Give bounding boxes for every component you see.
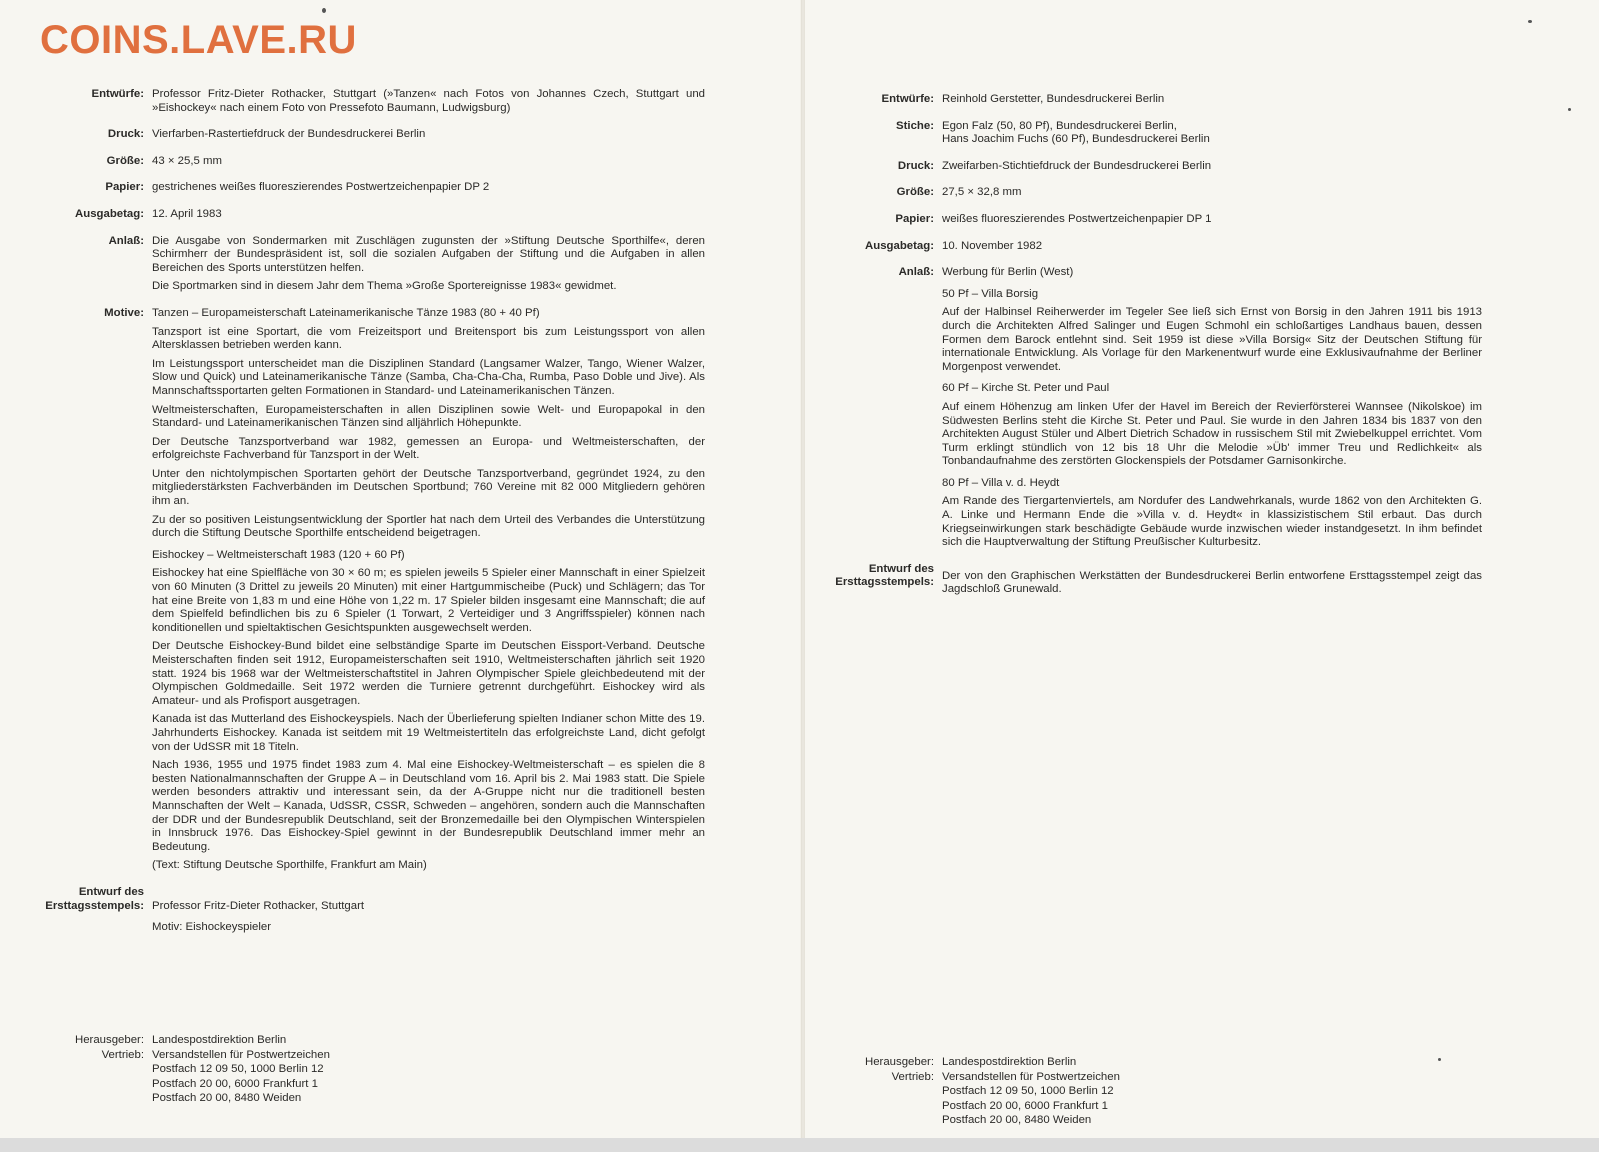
kirche-text: Auf einem Höhenzug am linken Ufer der Havel im Bereich der Revierförsterei Wannsee (Nikolskoe) im Südwesten Berlins steht die Kirche St. Peter und Paul. Sie wurde in den Jahren 1834 bis 1837 von den Architekten August Stüler und Albert Dietrich Schadow in russischem Stil mit Zwiebelkuppel errichtet. Vom Turm erklingt stündlich von 12 bis 18 Uhr die Melodie »Üb' immer Treu und Redlichkeit« als Tonbandaufnahme des zerstörten Glockenspiels der Potsdamer Garnisonkirche. (942, 400, 1482, 468)
tanzen-title: Tanzen – Europameisterschaft Lateinamerikanische Tänze 1983 (80 + 40 Pf) (152, 306, 540, 319)
papier-text: weißes fluoreszierendes Postwertzeichenpapier DP 1 (942, 212, 1212, 225)
eishockey-paragraph: Eishockey hat eine Spielfläche von 30 × 60 m; es spielen jeweils 5 Spieler einer Mannschaft in einer Spielzeit von 60 Minuten (3 Drittel zu jeweils 20 Minuten) mit einer Hartgummischeibe (Puck) und Schlägern; das Tor hat eine Breite von 1,83 m und eine Höhe von 1,22 m. 17 Spieler bilden insgesamt eine Mannschaft; die auf dem Spielfeld befindlichen bis zu 6 Spieler (1 Torwart, 2 Verteidiger und 3 Angriffsspieler) können nach konditionellen und spieltaktischen Gesichtspunkten ausgewechselt werden. (152, 567, 705, 634)
papier-row (40, 181, 705, 200)
tanzen-paragraph: Der Deutsche Tanzsportverband war 1982, gemessen an Europa- und Weltmeisterschaften, der erfolgreichste Fachverband für Tanzsport in der Welt. (152, 435, 705, 462)
kirche-title: 60 Pf – Kirche St. Peter und Paul (942, 382, 1110, 395)
anlass-label: Anlaß: (108, 234, 144, 247)
stiche-line: Hans Joachim Fuchs (60 Pf), Bundesdruckerei Berlin (942, 133, 1210, 146)
borsig-title: 50 Pf – Villa Borsig (942, 287, 1039, 300)
address-line: Postfach 20 00, 6000 Frankfurt 1 (152, 1077, 318, 1090)
motive-label: Motive: (104, 306, 144, 319)
groesse-label: Größe: (896, 186, 934, 199)
groesse-label: Größe: (106, 154, 144, 167)
tanzen-paragraph: Im Leistungssport unterscheidet man die Disziplinen Standard (Langsamer Walzer, Tango, Wiener Walzer, Slow und Quick) und Lateinamerikanische Tänze (Samba, Cha-Cha-Cha, Rumba, Paso Doble und Jive). Als Mannschaftssportarten gelten Formationen in Standard- und Lateinamerikanischen Tänzen. (152, 357, 705, 397)
anlass-row (830, 266, 1510, 555)
address-line: Postfach 20 00, 8480 Weiden (152, 1092, 302, 1105)
druck-label: Druck: (897, 159, 934, 172)
ausgabetag-label: Ausgabetag: (865, 239, 934, 252)
heydt-text: Am Rande des Tiergartenviertels, am Nordufer des Landwehrkanals, wurde 1862 von den Architekten G. A. Linke und Hermann Ende die »Villa v. d. Heydt« in klassizistischem Stil erbaut. Das durch Kriegseinwirkungen stark beschädigte Gebäude wurde inzwischen wieder instandgesetzt. In ihm befindet sich die Hauptverwaltung der Stiftung Preußischer Kulturbesitz. (942, 495, 1482, 549)
left-footer (40, 1033, 540, 1106)
vertrieb-label: Vertrieb: (101, 1048, 144, 1061)
entwuerfe-label: Entwürfe: (91, 88, 144, 100)
papier-label: Papier: (895, 212, 934, 225)
scan-speck (1568, 108, 1571, 111)
druck-text: Zweifarben-Stichtiefdruck der Bundesdruckerei Berlin (942, 159, 1212, 172)
anlass-paragraph: Die Ausgabe von Sondermarken mit Zuschlägen zugunsten der »Stiftung Deutsche Sporthilfe«, deren Schirmherr der Bundespräsident ist, soll die sozialen Aufgaben der Stiftung und die Aufgaben in allen Bereichen des Sports unterstützen helfen. (152, 234, 705, 274)
stiche-line: Egon Falz (50, 80 Pf), Bundesdruckerei Berlin, (942, 119, 1177, 132)
ersttag-motiv: Motiv: Eishockeyspieler (152, 920, 272, 933)
herausgeber-text: Landespostdirektion Berlin (152, 1034, 287, 1046)
ersttag-label: Entwurf des Ersttagsstempels: (835, 562, 934, 589)
entwuerfe-text: Professor Fritz-Dieter Rothacker, Stuttgart (»Tanzen« nach Fotos von Johannes Czech, Stuttgart und »Eishockey« nach einem Foto von Pressefoto Baumann, Ludwigsburg) (152, 88, 705, 114)
ersttag-text: Der von den Graphischen Werkstätten der Bundesdruckerei Berlin entworfene Ersttagsstempel zeigt das Jagdschloß Grunewald. (942, 569, 1482, 596)
ersttag-text: Professor Fritz-Dieter Rothacker, Stuttgart (152, 899, 365, 912)
scan-speck (322, 8, 326, 13)
scan-bottom-edge (0, 1138, 1599, 1152)
ersttag-row (830, 563, 1510, 602)
watermark: COINS.LAVE.RU (40, 18, 357, 62)
tanzen-paragraph: Tanzsport ist eine Sportart, die vom Freizeitsport und Breitensport bis zum Leistungssport von allen Altersklassen betrieben werden kann. (152, 325, 705, 352)
left-document (40, 88, 705, 947)
address-line: Postfach 12 09 50, 1000 Berlin 12 (942, 1085, 1114, 1098)
papier-text: gestrichenes weißes fluoreszierendes Postwertzeichenpapier DP 2 (152, 181, 490, 194)
papier-label: Papier: (105, 181, 144, 194)
ausgabetag-row (40, 208, 705, 227)
eishockey-source: (Text: Stiftung Deutsche Sporthilfe, Frankfurt am Main) (152, 859, 427, 872)
papier-row (830, 213, 1510, 232)
ersttag-label: Entwurf des Ersttagsstempels: (45, 885, 144, 912)
stiche-row (830, 120, 1510, 152)
scan-speck (1438, 1058, 1441, 1061)
right-footer (830, 1055, 1330, 1128)
address-line: Postfach 20 00, 6000 Frankfurt 1 (942, 1099, 1108, 1112)
groesse-text: 43 × 25,5 mm (152, 154, 222, 167)
vertrieb-text: Versandstellen für Postwertzeichen (152, 1048, 330, 1061)
druck-label: Druck: (107, 128, 144, 141)
eishockey-paragraph: Nach 1936, 1955 und 1975 findet 1983 zum 4. Mal eine Eishockey-Weltmeisterschaft – es spielen die 8 besten Nationalmannschaften der Gruppe A – in Deutschland vom 16. April bis 2. Mai 1983 statt. Die Spiele werden besonders attraktiv und interessant sein, da der A-Gruppe nicht nur die traditionell besten Mannschaften der Welt – Kanada, UdSSR, CSSR, Schweden – angehören, sondern auch die Mannschaften der DDR und der Bundesrepublik Deutschland, seit der Bronzemedaille bei den Olympischen Winterspielen in Innsbruck 1976. Das Eishockey-Spiel gewinnt in der Bundesrepublik Deutschland immer mehr an Bedeutung. (152, 759, 705, 853)
tanzen-paragraph: Zu der so positiven Leistungsentwicklung der Sportler hat nach dem Urteil des Verbandes die Unterstützung durch die Stiftung Deutsche Sporthilfe entscheidend beigetragen. (152, 513, 705, 540)
entwuerfe-label: Entwürfe: (881, 93, 934, 105)
druck-row (830, 160, 1510, 179)
stiche-label: Stiche: (896, 119, 934, 132)
ausgabetag-row (830, 240, 1510, 259)
eishockey-paragraph: Kanada ist das Mutterland des Eishockeyspiels. Nach der Überlieferung spielten Indianer schon Mitte des 19. Jahrhunderts Eishockey. Kanada ist seitdem mit 19 Weltmeistertiteln das erfolgreichste Land, dicht gefolgt von der UdSSR mit 18 Titeln. (152, 713, 705, 753)
ausgabetag-text: 10. November 1982 (942, 239, 1043, 252)
eishockey-paragraph: Der Deutsche Eishockey-Bund bildet eine selbständige Sparte im Deutschen Eissport-Verband. Deutsche Meisterschaften finden seit 1912, Europameisterschaften seit 1910, Weltmeisterschaften jährlich seit 1920 statt. 1924 bis 1968 war der Weltmeisterschaftstitel in Jahren Olympischer Spiele gleichbedeutend mit der Olympischen Goldmedaille. Seit 1972 werden die Turniere getrennt durchgeführt. Eishockey wird als Amateur- und als Profisport ausgetragen. (152, 640, 705, 707)
groesse-text: 27,5 × 32,8 mm (942, 186, 1022, 199)
herausgeber-label: Herausgeber: (74, 1034, 144, 1046)
tanzen-paragraph: Weltmeisterschaften, Europameisterschaften in allen Disziplinen sowie Welt- und Europapokal in den Standard- und Lateinamerikanischen Tänzen sind alljährlich Höhepunkte. (152, 403, 705, 430)
entwuerfe-row (40, 88, 705, 120)
druck-row (40, 128, 705, 147)
eishockey-title: Eishockey – Weltmeisterschaft 1983 (120 + 60 Pf) (152, 548, 405, 561)
druck-text: Vierfarben-Rastertiefdruck der Bundesdruckerei Berlin (152, 128, 426, 141)
vertrieb-text: Versandstellen für Postwertzeichen (942, 1070, 1120, 1083)
groesse-row (40, 155, 705, 174)
entwuerfe-row (830, 93, 1510, 112)
motive-row (40, 307, 705, 878)
anlass-text: Werbung für Berlin (West) (942, 266, 1074, 279)
borsig-text: Auf der Halbinsel Reiherwerder im Tegeler See ließ sich Ernst von Borsig in den Jahren 1911 bis 1913 durch die Architekten Alfred Salinger und Eugen Schmohl ein schloßartiges Landhaus bauen, dessen Formen dem Barock entlehnt sind. Seit 1959 ist diese »Villa Borsig« Sitz der Deutschen Stiftung für internationale Entwicklung. Als Vorlage für den Markenentwurf wurde eine Exklusivaufnahme der Berliner Morgenpost verwendet. (942, 306, 1482, 373)
right-document (830, 93, 1510, 610)
anlass-label: Anlaß: (898, 266, 934, 279)
anlass-paragraph: Die Sportmarken sind in diesem Jahr dem Thema »Große Sportereignisse 1983« gewidmet. (152, 280, 617, 293)
address-line: Postfach 12 09 50, 1000 Berlin 12 (152, 1063, 324, 1076)
tanzen-paragraph: Unter den nichtolympischen Sportarten gehört der Deutsche Tanzsportverband, gegründet 1924, zu den mitgliederstärksten Fachverbänden im Deutschen Sportbund; 760 Vereine mit 82 000 Mitgliedern gehören ihm an. (152, 467, 705, 508)
anlass-row (40, 235, 705, 299)
scan-speck (1528, 20, 1532, 23)
ausgabetag-label: Ausgabetag: (75, 207, 144, 220)
entwuerfe-text: Reinhold Gerstetter, Bundesdruckerei Berlin (942, 93, 1165, 105)
heydt-title: 80 Pf – Villa v. d. Heydt (942, 476, 1060, 489)
page-fold (801, 0, 805, 1140)
address-line: Postfach 20 00, 8480 Weiden (942, 1114, 1092, 1127)
vertrieb-label: Vertrieb: (891, 1070, 934, 1083)
ausgabetag-text: 12. April 1983 (152, 207, 222, 220)
groesse-row (830, 186, 1510, 205)
herausgeber-label: Herausgeber: (864, 1056, 934, 1068)
ersttag-row (40, 886, 705, 939)
herausgeber-text: Landespostdirektion Berlin (942, 1056, 1077, 1068)
